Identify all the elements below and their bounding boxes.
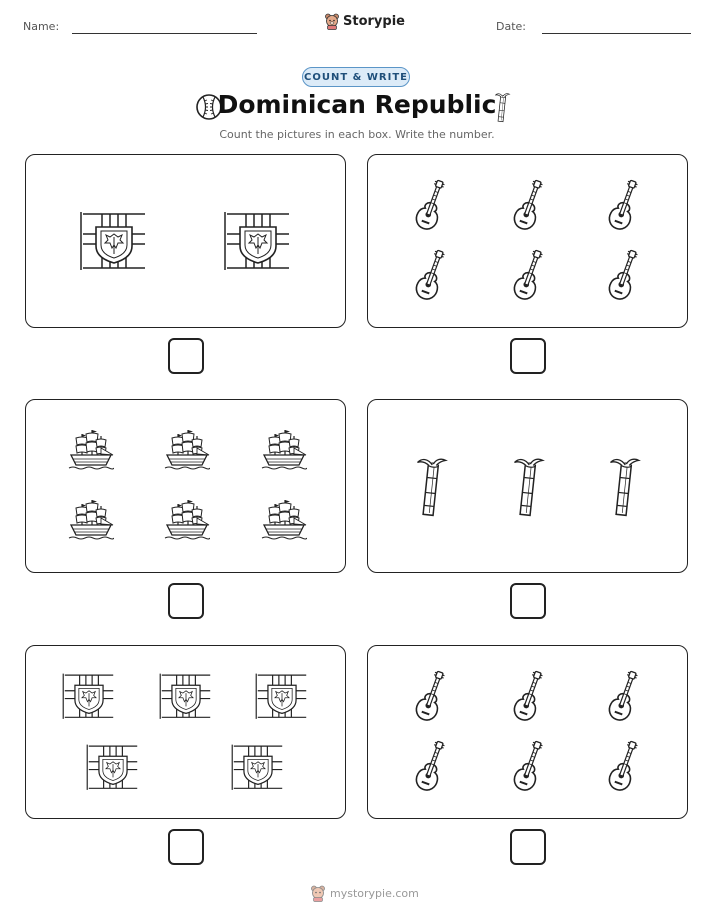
answer-box-1[interactable]: [168, 338, 204, 374]
ship-picture: [261, 498, 307, 542]
bear-mascot-icon: [310, 885, 326, 902]
guitar-picture: [413, 740, 449, 796]
answer-box-5[interactable]: [168, 829, 204, 865]
flag-picture: [77, 210, 151, 274]
answer-box-6[interactable]: [510, 829, 546, 865]
instructions: Count the pictures in each box. Write the number.: [219, 128, 495, 141]
guitar-picture: [606, 670, 642, 726]
guitar-picture: [606, 740, 642, 796]
guitar-picture: [413, 670, 449, 726]
guitar-picture: [511, 740, 547, 796]
flag-picture: [84, 743, 142, 793]
guitar-picture: [606, 179, 642, 235]
date-line[interactable]: [542, 33, 691, 34]
date-label: Date:: [496, 20, 526, 33]
flag-picture: [60, 672, 118, 722]
counting-box-5: [25, 645, 346, 819]
name-line[interactable]: [72, 33, 257, 34]
footer: [310, 885, 419, 902]
flag-picture: [157, 672, 215, 722]
guitar-picture: [413, 179, 449, 235]
guitar-picture: [511, 670, 547, 726]
brand-logo: [324, 13, 405, 30]
guitar-picture: [413, 249, 449, 305]
sugarcane-icon: [493, 92, 511, 123]
sugarcane-picture: [606, 456, 642, 518]
counting-box-3: [25, 399, 346, 573]
brand-name: Storypie: [343, 14, 405, 29]
counting-box-4: [367, 399, 688, 573]
answer-box-2[interactable]: [510, 338, 546, 374]
ship-picture: [68, 428, 114, 472]
flag-picture: [229, 743, 287, 793]
sugarcane-picture: [413, 456, 449, 518]
name-label: Name:: [23, 20, 60, 33]
footer-url[interactable]: mystorypie.com: [330, 887, 419, 900]
counting-box-1: [25, 154, 346, 328]
ship-picture: [164, 428, 210, 472]
count-write-badge: COUNT & WRITE: [302, 67, 410, 87]
ship-picture: [164, 498, 210, 542]
answer-box-3[interactable]: [168, 583, 204, 619]
guitar-picture: [511, 179, 547, 235]
flag-picture: [221, 210, 295, 274]
counting-box-6: [367, 645, 688, 819]
guitar-picture: [511, 249, 547, 305]
ship-picture: [68, 498, 114, 542]
sugarcane-picture: [510, 456, 546, 518]
flag-picture: [253, 672, 311, 722]
ship-picture: [261, 428, 307, 472]
answer-box-4[interactable]: [510, 583, 546, 619]
page-title: Dominican Republic: [217, 90, 497, 119]
counting-box-2: [367, 154, 688, 328]
bear-mascot-icon: [324, 13, 340, 30]
guitar-picture: [606, 249, 642, 305]
